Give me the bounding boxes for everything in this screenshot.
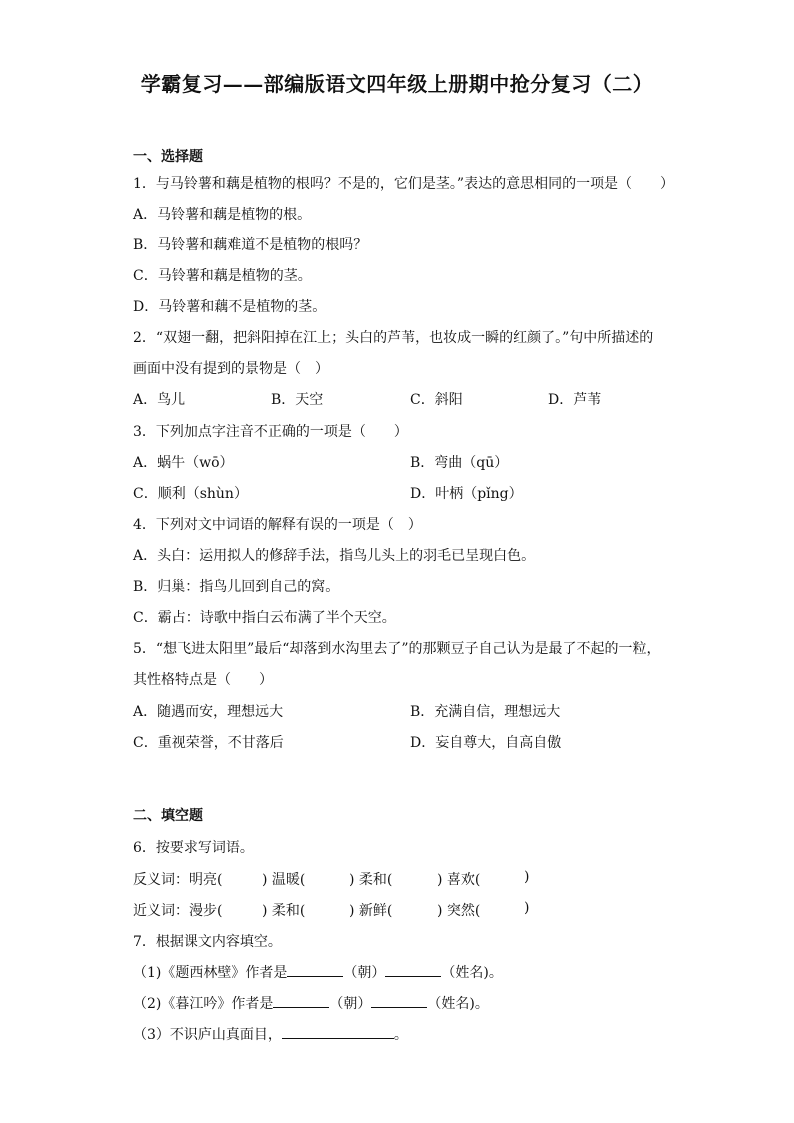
q5-stem-line2: 其性格特点是（ ） [133,672,273,688]
q2-option-a: A．鸟儿 [133,392,186,408]
q3-option-b: B．弯曲（qū） [410,455,509,471]
q1-option-a: A．马铃薯和藕是植物的根。 [133,207,312,223]
q6-synonym-label: 近义词： [133,903,189,919]
q3-option-c: C．顺利（shùn） [133,486,248,502]
q5-option-c: C．重视荣誉，不甘落后 [133,735,284,751]
q7-line-3-prefix: （3）不识庐山真面目， [133,1027,282,1043]
q6-synonym-word-3: ) 新鲜( [349,903,393,919]
q6-antonym-word-5: ) [524,869,530,885]
q6-antonym-word-4: ) 喜欢( [437,872,481,888]
q6-synonym-word-2: ) 柔和( [262,903,306,919]
q7-line-1-suffix: （姓名)。 [441,965,503,981]
q2-option-c: C．斜阳 [410,392,463,408]
q6-stem: 6．按要求写词语。 [133,840,254,856]
q4-option-a: A．头白：运用拟人的修辞手法，指鸟儿头上的羽毛已呈现白色。 [133,548,536,564]
q5-option-a: A．随遇而安，理想远大 [133,704,284,720]
q6-synonym-word-4: ) 突然( [437,903,481,919]
q6-antonym-label: 反义词： [133,872,189,888]
section-fill-heading: 二、填空题 [133,808,203,824]
q7-line-3 [133,1024,408,1044]
q7-line-1 [133,962,503,982]
q6-synonym-word-5: ) [524,900,530,916]
q7-stem: 7．根据课文内容填空。 [133,934,282,950]
q3-option-d: D．叶柄（pǐng） [410,486,523,502]
q6-synonym-word-1: 漫步( [189,903,223,919]
q5-option-d: D．妄自尊大，自高自傲 [410,735,562,751]
q4-stem: 4．下列对文中词语的解释有误的一项是（ ） [133,517,422,533]
q7-line-2-suffix: （姓名)。 [427,996,489,1012]
page-title: 学霸复习——部编版语文四年级上册期中抢分复习（二） [140,72,654,96]
q4-option-c: C．霸占：诗歌中指白云布满了半个天空。 [133,610,396,626]
q7-line-2-blank-name[interactable] [371,993,427,1008]
q4-option-b: B．归巢：指鸟儿回到自己的窝。 [133,579,340,595]
q5-stem-line1: 5．“想飞进太阳里”最后“却落到水沟里去了”的那颗豆子自己认为是最了不起的一粒， [133,641,661,657]
q3-option-a: A．蜗牛（wō） [133,455,234,471]
q7-line-1-blank-dynasty[interactable] [287,962,343,977]
q5-option-b: B．充满自信，理想远大 [410,704,561,720]
q7-line-3-suffix: 。 [393,1027,408,1043]
q1-option-d: D．马铃薯和藕不是植物的茎。 [133,299,327,315]
q3-stem: 3．下列加点字注音不正确的一项是（ ） [133,424,408,440]
q1-option-b: B．马铃薯和藕难道不是植物的根吗？ [133,237,368,253]
q6-antonym-word-1: 明亮( [189,872,223,888]
q7-line-2-mid: （朝） [329,996,372,1012]
section-choice-heading: 一、选择题 [133,149,203,165]
q7-line-2-prefix: （2)《暮江吟》作者是 [133,996,274,1012]
q7-line-2-blank-dynasty[interactable] [273,993,329,1008]
q7-line-1-mid: （朝） [343,965,386,981]
q6-antonym-word-3: ) 柔和( [349,872,393,888]
q2-stem-line2: 画面中没有提到的景物是（ ） [133,361,329,377]
q1-stem: 1．与马铃薯和藕是植物的根吗？不是的，它们是茎。”表达的意思相同的一项是（ ） [133,176,675,192]
q7-line-2 [133,993,489,1013]
q7-line-3-blank[interactable] [282,1024,394,1039]
q2-option-b: B．天空 [271,392,324,408]
q2-stem-line1: 2．“双翅一翻，把斜阳掉在江上；头白的芦苇，也妆成一瞬的红颜了。”句中所描述的 [133,330,654,346]
q2-option-d: D．芦苇 [548,392,602,408]
q1-option-c: C．马铃薯和藕是植物的茎。 [133,268,312,284]
q7-line-1-prefix: （1)《题西林壁》作者是 [133,965,288,981]
q6-antonym-word-2: ) 温暖( [262,872,306,888]
q7-line-1-blank-name[interactable] [385,962,441,977]
